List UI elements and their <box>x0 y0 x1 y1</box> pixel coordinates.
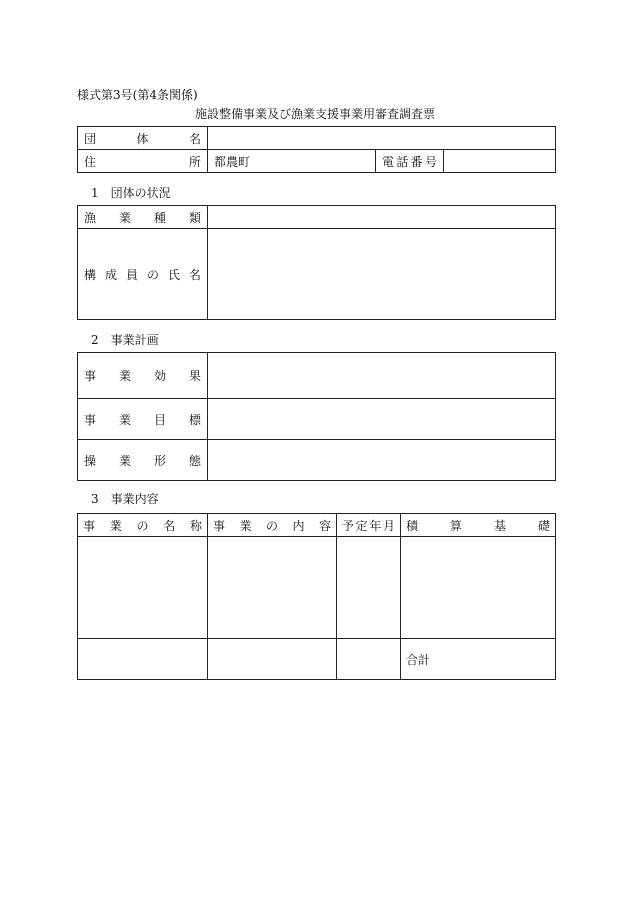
schedule-cell[interactable] <box>337 537 401 639</box>
effect-label <box>78 353 208 399</box>
fishery-type-label-text: 漁 業 種 類 <box>84 210 201 225</box>
phone-field[interactable] <box>444 150 556 173</box>
address-row <box>78 150 556 173</box>
address-field[interactable]: 都農町 <box>208 150 376 173</box>
fishery-type-label <box>78 206 208 229</box>
total-name-cell[interactable] <box>78 639 208 680</box>
phone-label <box>376 150 444 173</box>
effect-field[interactable] <box>208 353 556 399</box>
content-header-row <box>78 514 556 537</box>
org-name-field[interactable] <box>208 127 556 150</box>
business-content-table <box>77 513 556 680</box>
total-cell[interactable]: 合計 <box>401 639 556 680</box>
fishery-type-field[interactable] <box>208 206 556 229</box>
org-name-label <box>78 127 208 150</box>
members-row <box>78 229 556 320</box>
form-number: 様式第3号(第4条関係) <box>77 88 198 102</box>
members-label <box>78 229 208 320</box>
target-label <box>78 399 208 440</box>
operation-row <box>78 440 556 481</box>
organization-table <box>77 126 556 173</box>
members-field[interactable] <box>208 229 556 320</box>
org-name-label-text: 団 体 名 <box>84 131 201 146</box>
operation-label-text: 操 業 形 態 <box>84 453 201 468</box>
business-name-cell[interactable] <box>78 537 208 639</box>
total-content-cell[interactable] <box>208 639 337 680</box>
section-2-heading: 2 事業計画 <box>91 333 159 347</box>
address-label <box>78 150 208 173</box>
header-cost-basis-text: 積 算 基 礎 <box>406 518 550 533</box>
header-business-name <box>78 514 208 537</box>
members-label-text: 構 成 員 の 氏 名 <box>84 267 201 282</box>
operation-field[interactable] <box>208 440 556 481</box>
target-row <box>78 399 556 440</box>
content-total-row <box>78 639 556 680</box>
section-1-heading: 1 団体の状況 <box>91 186 171 200</box>
effect-row <box>78 353 556 399</box>
header-business-name-text: 事 業 の 名 称 <box>83 518 202 533</box>
organization-status-table <box>77 205 556 320</box>
section-3-heading: 3 事業内容 <box>91 492 159 506</box>
document-title: 施設整備事業及び漁業支援事業用審査調査票 <box>194 107 435 121</box>
target-label-text: 事 業 目 標 <box>84 412 201 427</box>
org-name-row <box>78 127 556 150</box>
header-schedule-text: 予 定 年 月 <box>342 518 395 533</box>
cost-basis-cell[interactable] <box>401 537 556 639</box>
business-content-cell[interactable] <box>208 537 337 639</box>
effect-label-text: 事 業 効 果 <box>84 369 201 383</box>
target-field[interactable] <box>208 399 556 440</box>
address-label-text: 住 所 <box>84 154 201 169</box>
total-schedule-cell[interactable] <box>337 639 401 680</box>
content-entry-row <box>78 537 556 639</box>
header-business-content <box>208 514 337 537</box>
header-schedule <box>337 514 401 537</box>
operation-label <box>78 440 208 481</box>
fishery-type-row <box>78 206 556 229</box>
header-business-content-text: 事 業 の 内 容 <box>213 518 331 533</box>
business-plan-table <box>77 352 556 481</box>
header-cost-basis <box>401 514 556 537</box>
phone-label-text: 電 話 番 号 <box>382 154 437 169</box>
